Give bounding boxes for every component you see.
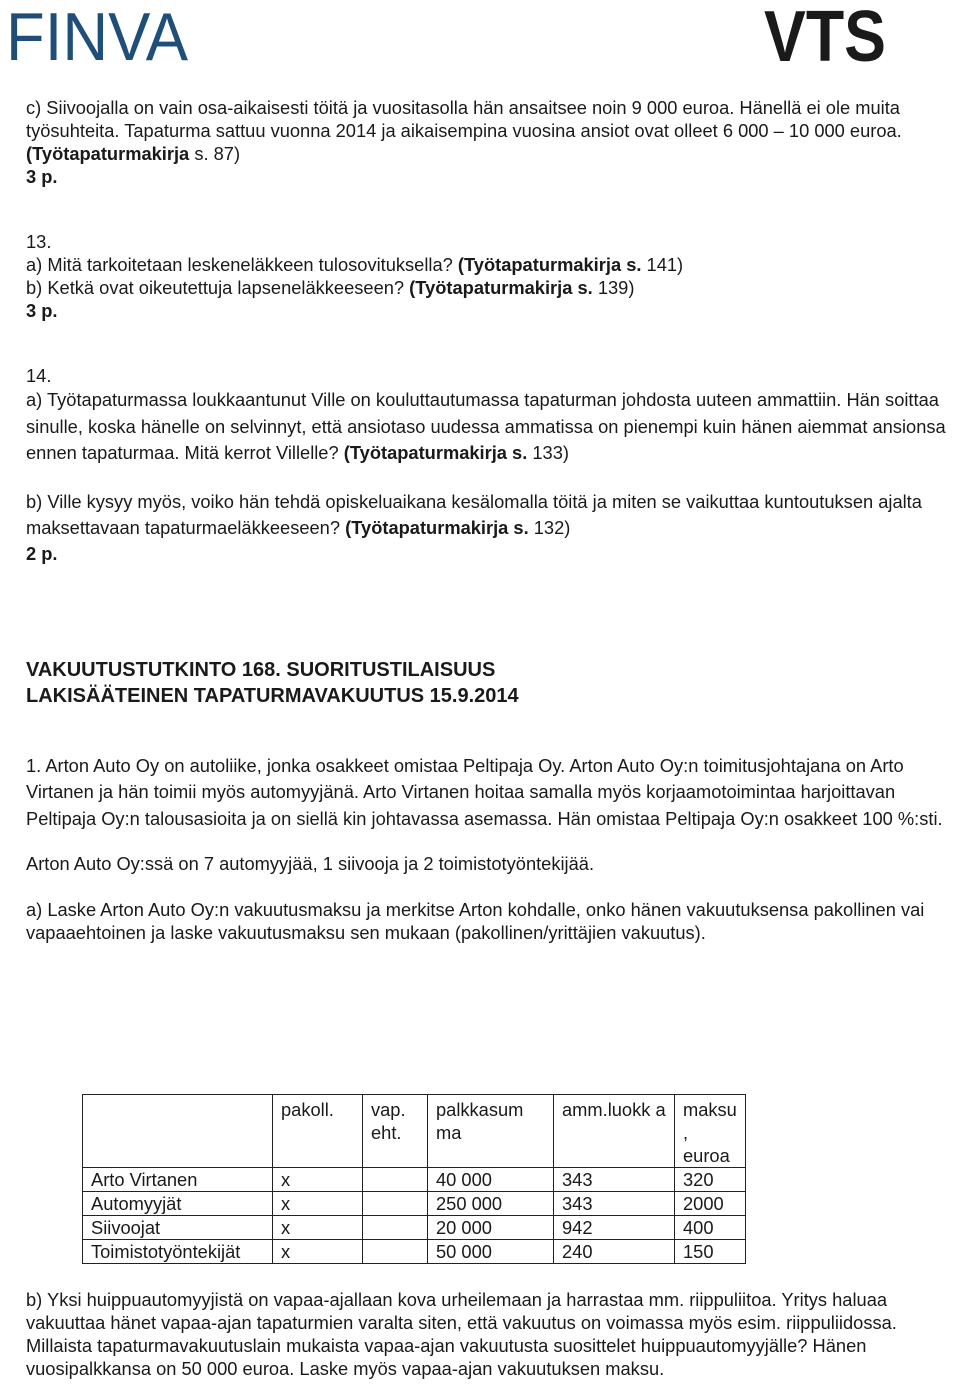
q1-intro: 1. Arton Auto Oy on autoliike, jonka osakkeet omistaa Peltipaja Oy. Arton Auto Oy:n toimitusjohtajana on Arto Virtanen ja hän toimii myös automyyjänä. Arto Virtanen hoitaa samalla myös korjaamotoimintaa harjoittavan Peltipaja Oy:n talousasioita ja on siellä kin johtavassa asemassa. Hän omistaa Peltipaja Oy:n osakkeet 100 %:sti.: [26, 754, 943, 829]
table-cell: x: [273, 1240, 363, 1264]
table-cell: 250 000: [428, 1192, 554, 1216]
table-row: [83, 1168, 746, 1192]
q14b-text: b) Ville kysyy myös, voiko hän tehdä opiskeluaikana kesälomalla töitä ja miten se vaikuttaa kuntoutuksen ajalta maksettavaan tapaturmaeläkkeeseen?: [26, 490, 922, 538]
finva-logo-text: FINVA: [6, 0, 189, 75]
table-cell: 942: [554, 1216, 675, 1240]
table-cell: Toimistotyöntekijät: [83, 1240, 273, 1264]
q14a-paragraph: [26, 387, 960, 467]
q13b-paragraph: [26, 276, 960, 299]
q14a-text: a) Työtapaturmassa loukkaantunut Ville on kouluttautumassa tapaturman johdosta uuteen ammattiin. Hän soittaa sinulle, koska hänelle on selvinnyt, että ansiotaso uudessa ammatissa on pienempi kuin hänen aiemmat ansionsa ennen tapaturmaa. Mitä kerrot Villelle?: [26, 389, 946, 463]
table-cell: [363, 1168, 428, 1192]
q12c-paragraph: [26, 96, 960, 165]
table-cell: 20 000: [428, 1216, 554, 1240]
q1a-text: a) Laske Arton Auto Oy:n vakuutusmaksu ja merkitse Arton kohdalle, onko hänen vakuutuksensa pakollinen vai vapaaehtoinen ja laske vakuutusmaksu sen mukaan (pakollinen/yrittäjien vakuutus).: [26, 899, 925, 943]
q12c-ref: (Työtapaturmakirja: [26, 143, 190, 164]
q12c-ref-page: s. 87): [194, 143, 241, 164]
table-cell: x: [273, 1192, 363, 1216]
table-cell: [363, 1216, 428, 1240]
table-cell: Automyyjät: [83, 1192, 273, 1216]
table-header-cell: pakoll.: [273, 1095, 363, 1168]
table-header-cell: vap. eht.: [363, 1095, 428, 1168]
q1-staff: Arton Auto Oy:ssä on 7 automyyjää, 1 siivooja ja 2 toimistotyöntekijää.: [26, 853, 595, 874]
table-cell: x: [273, 1216, 363, 1240]
q13a-ref: (Työtapaturmakirja s.: [457, 254, 642, 275]
q12-points: 3 p.: [26, 166, 58, 187]
q13-points: 3 p.: [26, 300, 58, 321]
q14a-ref: (Työtapaturmakirja s.: [343, 442, 528, 463]
table-header-row: [83, 1095, 746, 1168]
vts-logo: [764, 0, 888, 77]
table-cell: 343: [554, 1192, 675, 1216]
finva-logo: [6, 0, 196, 75]
table-row: [83, 1192, 746, 1216]
q1b-text: b) Yksi huippuautomyyjistä on vapaa-ajallaan kova urheilemaan ja harrastaa mm. riippuliitoa. Yritys haluaa vakuuttaa hänet vapaa-ajan tapaturmien varalta siten, että vakuutus on voimassa myös esim. riippuliidossa. Millaista tapaturmavakuutuslain mukaista vapaa-ajan vakuutusta suosittelet huippuautomyyjälle? Hänen vuosipalkkansa on 50 000 euroa. Laske myös vapaa-ajan vakuutuksen maksu.: [26, 1289, 897, 1379]
table-cell: Arto Virtanen: [83, 1168, 273, 1192]
premium-table: [82, 1094, 746, 1264]
table-cell: 40 000: [428, 1168, 554, 1192]
document-body: [26, 96, 960, 944]
exam-heading-1: VAKUUTUSTUTKINTO 168. SUORITUSTILAISUUS: [26, 658, 496, 681]
table-header-cell: [83, 1095, 273, 1168]
table-row: [83, 1240, 746, 1264]
q13a-text: a) Mitä tarkoitetaan leskeneläkkeen tulosovituksella?: [26, 254, 453, 275]
table-cell: [363, 1192, 428, 1216]
table-cell: Siivoojat: [83, 1216, 273, 1240]
table-cell: 240: [554, 1240, 675, 1264]
q13b-ref: (Työtapaturmakirja s.: [409, 277, 593, 298]
table-cell: 320: [675, 1168, 746, 1192]
table-header-cell: amm.luokk a: [554, 1095, 675, 1168]
q12c-text: c) Siivoojalla on vain osa-aikaisesti töitä ja vuositasolla hän ansaitsee noin 9 000 euroa. Hänellä ei ole muita työsuhteita. Tapaturma sattuu vuonna 2014 ja aikaisempina vuosina ansiot ovat olleet 6 000 – 10 000 euroa.: [26, 97, 902, 141]
q14b-ref: (Työtapaturmakirja s.: [345, 517, 529, 538]
q1b-section: [26, 1288, 960, 1380]
table-cell: 2000: [675, 1192, 746, 1216]
table-cell: 150: [675, 1240, 746, 1264]
q13a-page: 141): [646, 254, 684, 275]
q13b-page: 139): [597, 277, 635, 298]
exam-heading-2: LAKISÄÄTEINEN TAPATURMAVAKUUTUS 15.9.2014: [26, 684, 519, 707]
table-cell: 50 000: [428, 1240, 554, 1264]
table-header-cell: maksu , euroa: [675, 1095, 746, 1168]
vts-logo-text: VTS: [764, 0, 886, 77]
table-cell: 343: [554, 1168, 675, 1192]
q14-number: 14.: [26, 365, 52, 386]
q14b-page: 132): [533, 517, 571, 538]
q14b-paragraph: [26, 489, 960, 542]
table-row: [83, 1216, 746, 1240]
table-header-cell: palkkasum ma: [428, 1095, 554, 1168]
q13b-text: b) Ketkä ovat oikeutettuja lapseneläkkeeseen?: [26, 277, 405, 298]
q14a-page: 133): [532, 442, 569, 463]
q14-points: 2 p.: [26, 542, 58, 564]
table-cell: x: [273, 1168, 363, 1192]
q13a-paragraph: [26, 253, 960, 276]
table-cell: 400: [675, 1216, 746, 1240]
table-cell: [363, 1240, 428, 1264]
q13-number: 13.: [26, 231, 52, 252]
